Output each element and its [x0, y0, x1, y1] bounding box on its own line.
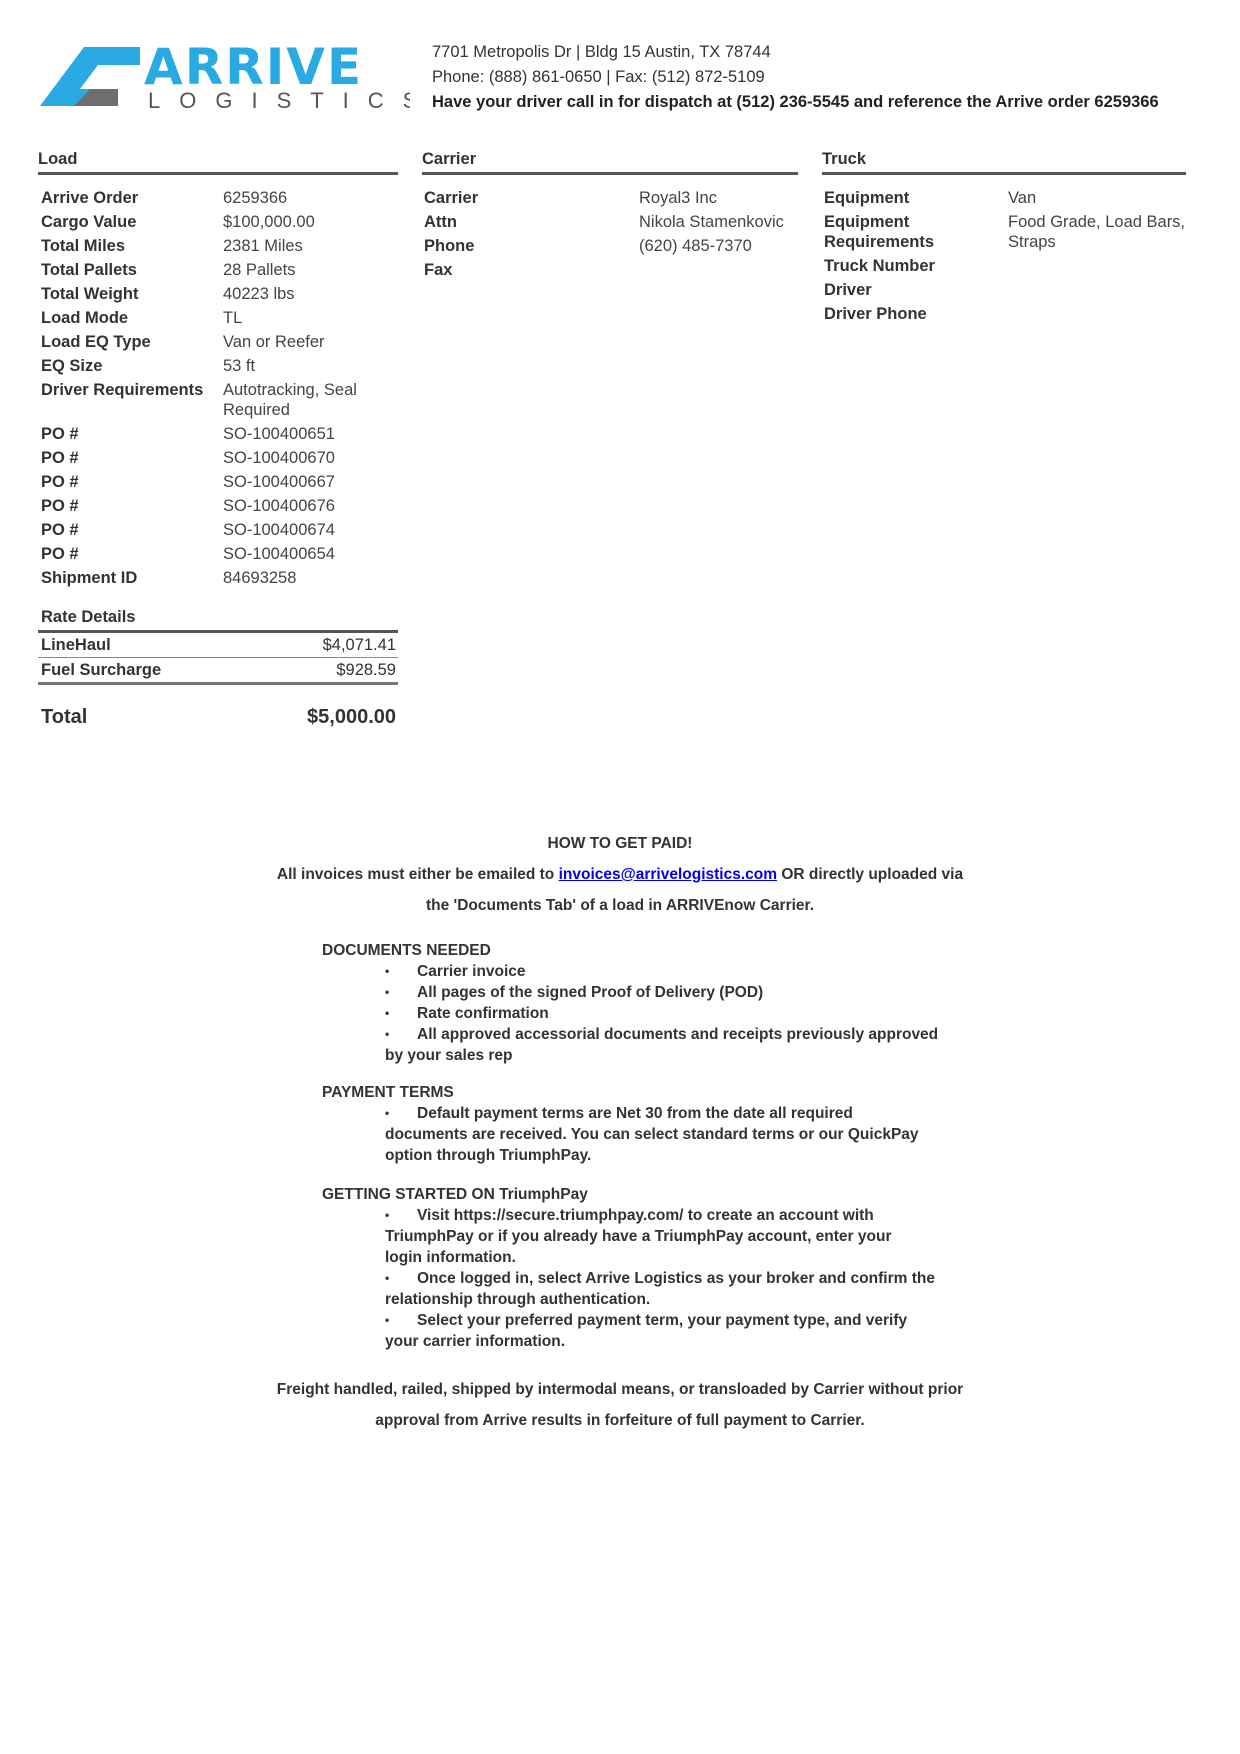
- intro-text: All invoices must either be emailed to: [276, 866, 559, 883]
- load-field-label: Load EQ Type: [41, 333, 151, 351]
- terms-item: • Default payment terms are Net 30 from the date all required: [385, 1105, 853, 1122]
- load-field: [38, 356, 398, 376]
- getting-started-title: GETTING STARTED ON TriumphPay: [322, 1186, 588, 1203]
- terms-item-cont: option through TriumphPay.: [385, 1147, 592, 1164]
- truck-field-label: Driver Phone: [824, 305, 927, 323]
- start-item: • Select your preferred payment term, your payment type, and verify: [385, 1312, 908, 1329]
- carrier-field: [422, 212, 798, 232]
- doc-item: • All approved accessorial documents and receipts previously approved: [385, 1026, 939, 1043]
- load-field: [38, 236, 398, 256]
- load-field-label: Total Weight: [41, 285, 139, 303]
- bullet-icon: •: [385, 1208, 390, 1222]
- load-field-value: 84693258: [223, 569, 297, 587]
- bullet-icon: •: [385, 964, 390, 978]
- truck-field: [822, 304, 1186, 324]
- load-field: [38, 380, 398, 420]
- bullet-icon: •: [385, 985, 390, 999]
- load-field-value: $100,000.00: [223, 213, 315, 231]
- load-field-value: SO-100400674: [223, 521, 335, 539]
- load-field-value: 40223 lbs: [223, 285, 295, 303]
- intro-text-line2: the 'Documents Tab' of a load in ARRIVEnow Carrier.: [425, 897, 815, 914]
- carrier-field-value: Royal3 Inc: [639, 189, 717, 207]
- truck-field-label: Equipment: [824, 189, 910, 207]
- load-field-label: Arrive Order: [41, 189, 139, 207]
- load-field-label: Load Mode: [41, 309, 129, 327]
- load-field-label: PO #: [41, 449, 79, 467]
- truck-field-value: [1008, 304, 1186, 324]
- truck-field-label: Driver: [824, 281, 872, 299]
- load-field-label: Total Miles: [41, 237, 126, 255]
- load-field-label: PO #: [41, 545, 79, 563]
- company-contact: [432, 40, 1159, 115]
- load-field-value: 28 Pallets: [223, 261, 296, 279]
- forfeiture-line2: approval from Arrive results in forfeiture of full payment to Carrier.: [375, 1412, 865, 1429]
- carrier-field-value: (620) 485-7370: [639, 237, 752, 255]
- start-item-cont: login information.: [385, 1249, 516, 1266]
- bullet-icon: •: [385, 1271, 390, 1285]
- company-phone-fax: Phone: (888) 861-0650 | Fax: (512) 872-5109: [432, 68, 765, 86]
- terms-item-cont: documents are received. You can select standard terms or our QuickPay: [385, 1126, 919, 1143]
- load-field-label: Driver Requirements: [41, 381, 204, 399]
- total-value: $5,000.00: [307, 706, 396, 728]
- load-field: [38, 496, 398, 516]
- rate-label: Fuel Surcharge: [41, 661, 162, 679]
- carrier-field: [422, 260, 798, 280]
- bullet-icon: •: [385, 1027, 390, 1041]
- rate-row: [38, 633, 398, 658]
- load-field-label: PO #: [41, 425, 79, 443]
- intro-text-cont: OR directly uploaded via: [777, 866, 964, 883]
- truck-field-value: Food Grade, Load Bars, Straps: [1008, 213, 1186, 251]
- load-field: [38, 188, 398, 208]
- load-field-label: PO #: [41, 521, 79, 539]
- carrier-field: [422, 236, 798, 256]
- bullet-icon: •: [385, 1313, 390, 1327]
- rate-row: [38, 658, 398, 685]
- rate-value: $928.59: [336, 661, 396, 679]
- truck-field: [822, 188, 1186, 208]
- rate-label: LineHaul: [41, 636, 111, 654]
- start-item-cont: relationship through authentication.: [385, 1291, 651, 1308]
- load-field-label: PO #: [41, 497, 79, 515]
- payment-title: HOW TO GET PAID!: [547, 835, 693, 852]
- load-field-label: Cargo Value: [41, 213, 137, 231]
- load-field: [38, 424, 398, 444]
- rate-total: [38, 706, 398, 729]
- truck-field: [822, 256, 1186, 276]
- load-field-value: 53 ft: [223, 357, 256, 375]
- truck-field-value: Van: [1008, 189, 1037, 207]
- payment-intro: [200, 859, 1040, 921]
- load-field: [38, 260, 398, 280]
- rate-details: [38, 608, 398, 685]
- load-field-value: SO-100400651: [223, 425, 335, 443]
- forfeiture-notice: [200, 1374, 1040, 1436]
- getting-started: [322, 1184, 972, 1352]
- load-field: [38, 472, 398, 492]
- carrier-field-value: Nikola Stamenkovic: [639, 213, 784, 231]
- carrier-field-label: Carrier: [424, 189, 479, 207]
- load-section-title: Load: [38, 150, 398, 175]
- load-field: [38, 284, 398, 304]
- rate-value: $4,071.41: [322, 636, 396, 654]
- start-item: • Once logged in, select Arrive Logistics as your broker and confirm the: [385, 1270, 935, 1287]
- doc-item: • All pages of the signed Proof of Delivery (POD): [385, 984, 764, 1001]
- load-field: [38, 568, 398, 588]
- invoice-email-link[interactable]: invoices@arrivelogistics.com: [558, 866, 778, 883]
- documents-title: DOCUMENTS NEEDED: [322, 942, 491, 959]
- truck-field-label: Equipment Requirements: [824, 213, 935, 251]
- doc-item-cont: by your sales rep: [385, 1047, 513, 1064]
- rate-details-title: Rate Details: [38, 608, 398, 633]
- bullet-icon: •: [385, 1006, 390, 1020]
- logo-sub: LOGISTICS: [148, 88, 410, 110]
- load-field-value: 2381 Miles: [223, 237, 303, 255]
- load-field: [38, 448, 398, 468]
- load-field-value: Autotracking, Seal Required: [223, 381, 357, 419]
- load-field: [38, 332, 398, 352]
- documents-needed: [322, 940, 972, 1066]
- load-field-label: Total Pallets: [41, 261, 137, 279]
- load-field-value: SO-100400676: [223, 497, 335, 515]
- truck-field-value: [1008, 280, 1186, 300]
- load-field-value: TL: [223, 309, 243, 327]
- doc-item: • Carrier invoice: [385, 963, 526, 980]
- dispatch-instructions: Have your driver call in for dispatch at (512) 236-5545 and reference the Arrive order 6259366: [432, 93, 1159, 111]
- load-field-value: SO-100400667: [223, 473, 335, 491]
- carrier-field-label: Phone: [424, 237, 475, 255]
- payment-terms-title: PAYMENT TERMS: [322, 1084, 454, 1101]
- load-field: [38, 308, 398, 328]
- truck-field-label: Truck Number: [824, 257, 935, 275]
- forfeiture-line1: Freight handled, railed, shipped by intermodal means, or transloaded by Carrier without prior: [276, 1381, 964, 1398]
- truck-field-value: [1008, 256, 1186, 276]
- load-field-label: PO #: [41, 473, 79, 491]
- load-field-label: EQ Size: [41, 357, 103, 375]
- truck-field: [822, 212, 1186, 252]
- truck-field: [822, 280, 1186, 300]
- load-field-value: SO-100400654: [223, 545, 335, 563]
- load-field-value: SO-100400670: [223, 449, 335, 467]
- total-label: Total: [41, 706, 88, 728]
- start-item-cont: your carrier information.: [385, 1333, 566, 1350]
- carrier-field-label: Attn: [424, 213, 457, 231]
- load-section: [38, 150, 398, 592]
- truck-section: [822, 150, 1186, 328]
- truck-section-title: Truck: [822, 150, 1186, 175]
- payment-terms: [322, 1082, 972, 1166]
- company-logo: [40, 44, 410, 110]
- load-field-value: Van or Reefer: [223, 333, 325, 351]
- load-field: [38, 544, 398, 564]
- start-item-cont: TriumphPay or if you already have a TriumphPay account, enter your: [385, 1228, 892, 1245]
- company-address: 7701 Metropolis Dr | Bldg 15 Austin, TX 78744: [432, 43, 771, 61]
- doc-item: • Rate confirmation: [385, 1005, 549, 1022]
- load-field-label: Shipment ID: [41, 569, 138, 587]
- start-item: • Visit https://secure.triumphpay.com/ to create an account with: [385, 1207, 874, 1224]
- carrier-section-title: Carrier: [422, 150, 798, 175]
- carrier-field-label: Fax: [424, 261, 453, 279]
- carrier-field: [422, 188, 798, 208]
- carrier-section: [422, 150, 798, 284]
- bullet-icon: •: [385, 1106, 390, 1120]
- load-field: [38, 520, 398, 540]
- load-field-value: 6259366: [223, 189, 288, 207]
- logo-word: ARRIVE: [144, 44, 364, 96]
- load-field: [38, 212, 398, 232]
